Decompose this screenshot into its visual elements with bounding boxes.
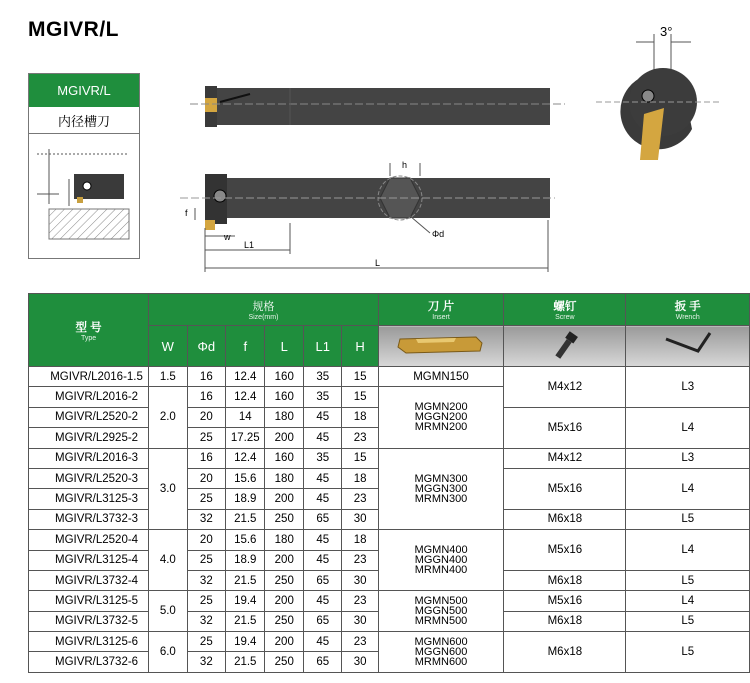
dim-f-label: f	[185, 208, 188, 218]
wrench-cell: L5	[626, 509, 750, 529]
table-row: MGIVR/L3125-5 5.0 25 19.4 200 45 23 MGMN500 MGGN500 MRMN500 M5x16 L4	[29, 591, 750, 611]
screw-cell: M5x16	[504, 407, 626, 448]
wrench-cell: L4	[626, 407, 750, 448]
col-header-l1: L1	[304, 326, 342, 367]
screw-cell: M5x16	[504, 591, 626, 611]
tool-name-label: 内径槽刀	[29, 107, 139, 134]
wrench-image	[626, 326, 750, 367]
screw-cell: M4x12	[504, 367, 626, 408]
screw-cell: M5x16	[504, 530, 626, 571]
table-row: MGIVR/L3732-4 32 21.5 250 65 30 M6x18 L5	[29, 570, 750, 590]
insert-column-header: 刀 片 Insert	[378, 294, 504, 326]
insert-cell: MGMN300 MGGN300 MRMN300	[378, 448, 504, 530]
screw-cell: M5x16	[504, 468, 626, 509]
wrench-cell: L3	[626, 448, 750, 468]
col-header-l: L	[265, 326, 304, 367]
dim-h-label: h	[402, 160, 408, 170]
insert-cell: MGMN600 MGGN600 MRMN600	[378, 632, 504, 673]
screw-cell: M4x12	[504, 448, 626, 468]
col-header-w: W	[149, 326, 187, 367]
spec-table	[28, 293, 750, 673]
table-row: MGIVR/L2520-2 20 14 180 45 18 M5x16 L4	[29, 407, 750, 427]
table-row: MGIVR/L3732-5 32 21.5 250 65 30 M6x18 L5	[29, 611, 750, 631]
table-row: MGIVR/L2016-3 3.0 16 12.4 160 35 15 MGMN300 MGGN300 MRMN300 M4x12 L3	[29, 448, 750, 468]
tool-top-view-drawing	[190, 80, 570, 140]
page-title: MGIVR/L	[28, 18, 119, 41]
dim-l1-label: L1	[244, 240, 255, 250]
table-row: MGIVR/L2925-2 25 17.25 200 45 23	[29, 428, 750, 448]
wrench-cell: L4	[626, 468, 750, 509]
screw-cell: M6x18	[504, 509, 626, 529]
wrench-cell: L5	[626, 570, 750, 590]
screw-cell: M6x18	[504, 632, 626, 673]
screw-cell: M6x18	[504, 570, 626, 590]
tool-code-label: MGIVR/L	[29, 74, 139, 107]
tool-thumbnail-drawing	[29, 134, 139, 256]
screw-cell: M6x18	[504, 611, 626, 631]
table-row: MGIVR/L2016-2 2.0 16 12.4 160 35 15 MGMN200 MGGN200 MRMN200	[29, 387, 750, 407]
wrench-column-header: 扳 手 Wrench	[626, 294, 750, 326]
insert-cell: MGMN400 MGGN400 MRMN400	[378, 530, 504, 591]
dim-w-label: w	[224, 232, 231, 242]
wrench-cell: L5	[626, 632, 750, 673]
table-row: MGIVR/L2520-4 4.0 20 15.6 180 45 18 MGMN400 MGGN400 MRMN400 M5x16 L4	[29, 530, 750, 550]
table-row: MGIVR/L2016-1.5 1.5 16 12.4 160 35 15 MGMN150 M4x12 L3	[29, 367, 750, 387]
wrench-cell: L4	[626, 530, 750, 571]
tool-label-card	[28, 73, 140, 259]
dim-l-label: L	[375, 258, 381, 268]
wrench-cell: L5	[626, 611, 750, 631]
type-column-header: 型 号 Type	[29, 294, 149, 367]
spec-column-header: 规格 Size(mm)	[149, 294, 379, 326]
angle-label: 3°	[660, 24, 673, 39]
insert-cell: MGMN150	[378, 367, 504, 387]
dim-d-label: Φd	[432, 229, 445, 239]
col-header-d: Φd	[187, 326, 226, 367]
wrench-cell: L3	[626, 367, 750, 408]
table-row: MGIVR/L2520-3 20 15.6 180 45 18 M5x16 L4	[29, 468, 750, 488]
screw-image	[504, 326, 626, 367]
insert-image	[378, 326, 504, 367]
tool-side-view-drawing	[180, 158, 560, 276]
table-row: MGIVR/L3125-3 25 18.9 200 45 23	[29, 489, 750, 509]
insert-cell: MGMN500 MGGN500 MRMN500	[378, 591, 504, 632]
table-row: MGIVR/L3732-6 32 21.5 250 65 30	[29, 652, 750, 672]
col-header-f: f	[226, 326, 265, 367]
wrench-cell: L4	[626, 591, 750, 611]
screw-column-header: 螺钉 Screw	[504, 294, 626, 326]
col-header-h: H	[342, 326, 378, 367]
table-row: MGIVR/L3125-6 6.0 25 19.4 200 45 23 MGMN600 MGGN600 MRMN600 M6x18 L5	[29, 632, 750, 652]
tool-end-view-drawing	[596, 14, 726, 164]
table-row: MGIVR/L3125-4 25 18.9 200 45 23	[29, 550, 750, 570]
insert-cell: MGMN200 MGGN200 MRMN200	[378, 387, 504, 448]
table-row: MGIVR/L3732-3 32 21.5 250 65 30 M6x18 L5	[29, 509, 750, 529]
